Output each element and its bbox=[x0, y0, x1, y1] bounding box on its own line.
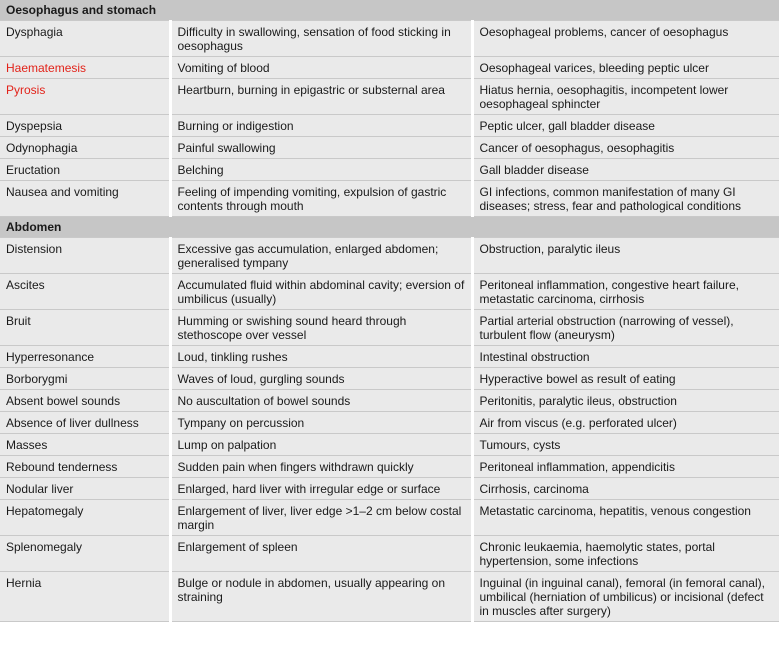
section-header-row bbox=[0, 217, 779, 238]
term-cell: Hernia bbox=[0, 572, 170, 622]
table-row bbox=[0, 57, 779, 79]
section-title: Oesophagus and stomach bbox=[0, 0, 779, 21]
definition-cell: No auscultation of bowel sounds bbox=[170, 390, 472, 412]
causes-cell: Peritoneal inflammation, congestive heart failure, metastatic carcinoma, cirrhosis bbox=[472, 274, 779, 310]
table-row bbox=[0, 181, 779, 217]
term-cell: Splenomegaly bbox=[0, 536, 170, 572]
table-row bbox=[0, 310, 779, 346]
term-cell: Borborygmi bbox=[0, 368, 170, 390]
causes-cell: Oesophageal varices, bleeding peptic ulcer bbox=[472, 57, 779, 79]
causes-cell: Oesophageal problems, cancer of oesophagus bbox=[472, 21, 779, 57]
table-row bbox=[0, 79, 779, 115]
table-row bbox=[0, 368, 779, 390]
causes-cell: Tumours, cysts bbox=[472, 434, 779, 456]
causes-cell: Cancer of oesophagus, oesophagitis bbox=[472, 137, 779, 159]
table-row bbox=[0, 137, 779, 159]
causes-cell: Peritonitis, paralytic ileus, obstruction bbox=[472, 390, 779, 412]
definition-cell: Belching bbox=[170, 159, 472, 181]
term-cell: Eructation bbox=[0, 159, 170, 181]
term-cell: Absence of liver dullness bbox=[0, 412, 170, 434]
section-title: Abdomen bbox=[0, 217, 779, 238]
term-cell: Dyspepsia bbox=[0, 115, 170, 137]
causes-cell: Hiatus hernia, oesophagitis, incompetent lower oesophageal sphincter bbox=[472, 79, 779, 115]
table-row bbox=[0, 434, 779, 456]
causes-cell: GI infections, common manifestation of many GI diseases; stress, fear and pathological conditions bbox=[472, 181, 779, 217]
term-cell: Ascites bbox=[0, 274, 170, 310]
definition-cell: Lump on palpation bbox=[170, 434, 472, 456]
term-cell: Hyperresonance bbox=[0, 346, 170, 368]
table-row bbox=[0, 390, 779, 412]
term-cell: Distension bbox=[0, 238, 170, 274]
term-cell: Dysphagia bbox=[0, 21, 170, 57]
causes-cell: Chronic leukaemia, haemolytic states, portal hypertension, some infections bbox=[472, 536, 779, 572]
definition-cell: Heartburn, burning in epigastric or substernal area bbox=[170, 79, 472, 115]
table-row bbox=[0, 21, 779, 57]
definition-cell: Enlargement of liver, liver edge >1–2 cm below costal margin bbox=[170, 500, 472, 536]
term-cell: Odynophagia bbox=[0, 137, 170, 159]
table-row bbox=[0, 536, 779, 572]
definition-cell: Enlargement of spleen bbox=[170, 536, 472, 572]
term-cell: Bruit bbox=[0, 310, 170, 346]
term-cell: Pyrosis bbox=[0, 79, 170, 115]
table-row bbox=[0, 412, 779, 434]
section-header-row bbox=[0, 0, 779, 21]
table-row bbox=[0, 115, 779, 137]
term-cell: Absent bowel sounds bbox=[0, 390, 170, 412]
causes-cell: Obstruction, paralytic ileus bbox=[472, 238, 779, 274]
definition-cell: Loud, tinkling rushes bbox=[170, 346, 472, 368]
table-row bbox=[0, 346, 779, 368]
causes-cell: Inguinal (in inguinal canal), femoral (in femoral canal), umbilical (herniation of umbilicus) or incisional (defect in muscles after surgery) bbox=[472, 572, 779, 622]
term-cell: Haematemesis bbox=[0, 57, 170, 79]
definition-cell: Vomiting of blood bbox=[170, 57, 472, 79]
table-row bbox=[0, 456, 779, 478]
causes-cell: Partial arterial obstruction (narrowing of vessel), turbulent flow (aneurysm) bbox=[472, 310, 779, 346]
causes-cell: Hyperactive bowel as result of eating bbox=[472, 368, 779, 390]
definition-cell: Waves of loud, gurgling sounds bbox=[170, 368, 472, 390]
definition-cell: Humming or swishing sound heard through stethoscope over vessel bbox=[170, 310, 472, 346]
causes-cell: Gall bladder disease bbox=[472, 159, 779, 181]
term-cell: Rebound tenderness bbox=[0, 456, 170, 478]
definition-cell: Tympany on percussion bbox=[170, 412, 472, 434]
definition-cell: Bulge or nodule in abdomen, usually appearing on straining bbox=[170, 572, 472, 622]
definition-cell: Enlarged, hard liver with irregular edge or surface bbox=[170, 478, 472, 500]
causes-cell: Intestinal obstruction bbox=[472, 346, 779, 368]
causes-cell: Peritoneal inflammation, appendicitis bbox=[472, 456, 779, 478]
definition-cell: Burning or indigestion bbox=[170, 115, 472, 137]
table-row bbox=[0, 572, 779, 622]
definition-cell: Painful swallowing bbox=[170, 137, 472, 159]
term-cell: Nodular liver bbox=[0, 478, 170, 500]
table-row bbox=[0, 500, 779, 536]
causes-cell: Air from viscus (e.g. perforated ulcer) bbox=[472, 412, 779, 434]
term-cell: Hepatomegaly bbox=[0, 500, 170, 536]
table-row bbox=[0, 274, 779, 310]
definition-cell: Accumulated fluid within abdominal cavity; eversion of umbilicus (usually) bbox=[170, 274, 472, 310]
term-cell: Masses bbox=[0, 434, 170, 456]
definition-cell: Excessive gas accumulation, enlarged abdomen; generalised tympany bbox=[170, 238, 472, 274]
term-cell: Nausea and vomiting bbox=[0, 181, 170, 217]
causes-cell: Peptic ulcer, gall bladder disease bbox=[472, 115, 779, 137]
table-row bbox=[0, 478, 779, 500]
definition-cell: Sudden pain when fingers withdrawn quickly bbox=[170, 456, 472, 478]
table-row bbox=[0, 238, 779, 274]
definition-cell: Difficulty in swallowing, sensation of food sticking in oesophagus bbox=[170, 21, 472, 57]
table-row bbox=[0, 159, 779, 181]
causes-cell: Metastatic carcinoma, hepatitis, venous congestion bbox=[472, 500, 779, 536]
causes-cell: Cirrhosis, carcinoma bbox=[472, 478, 779, 500]
definition-cell: Feeling of impending vomiting, expulsion of gastric contents through mouth bbox=[170, 181, 472, 217]
